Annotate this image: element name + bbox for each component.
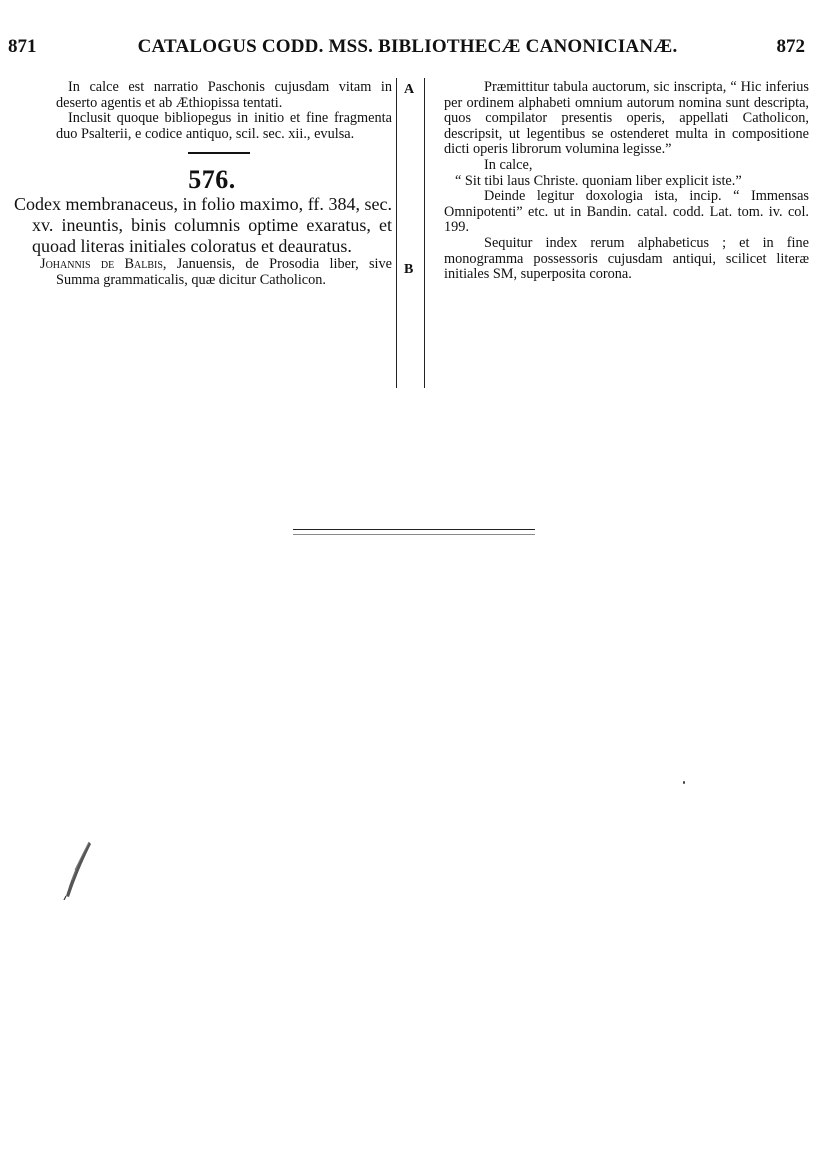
end-rule-thin <box>293 534 535 535</box>
short-divider <box>188 152 250 154</box>
running-title: CATALOGUS CODD. MSS. BIBLIOTHECÆ CANONICIANÆ. <box>137 36 678 57</box>
work-title: Januensis, de Prosodia liber, sive Summa grammaticalis, quæ dicitur Catholicon. <box>56 256 393 288</box>
page-header <box>0 36 815 66</box>
margin-marker-b: B <box>404 262 414 277</box>
author-entry <box>14 257 392 288</box>
paragraph-bibliopegus: Inclusit quoque bibliopegus in initio et fine fragmenta duo Psalterii, e codice antiquo, scil. sec. xii., evulsa. <box>56 110 392 142</box>
author-name: Johannis de Balbis, <box>40 256 167 273</box>
ink-speck <box>683 781 685 784</box>
paragraph-tabula: Præmittitur tabula auctorum, sic inscripta, “ Hic inferius per ordinem alphabeti omnium autorum nomina sunt descripta, quos compilator presentis operis, appellati Catholicon, descripsit, ut legentibus se ostenderet multa in compositione dicti operis librorum volumina legisse.” <box>444 79 809 158</box>
entry-number: 576. <box>188 165 236 195</box>
paragraph-doxologia: Deinde legitur doxologia ista, incip. “ Immensas Omnipotenti” etc. ut in Bandin. catal. codd. Lat. tom. iv. col. 199. <box>444 188 809 236</box>
end-rule <box>293 529 535 530</box>
column-rule-left <box>396 78 397 388</box>
page-number-right: 872 <box>776 36 805 57</box>
paragraph-calce: In calce est narratio Paschonis cujusdam vitam in deserto agentis et ab Æthiopissa tentati. <box>56 79 392 111</box>
quill-mark-icon <box>60 840 100 900</box>
margin-marker-a: A <box>404 82 415 97</box>
left-column <box>14 80 392 289</box>
codex-description: Codex membranaceus, in folio maximo, ff. 384, sec. xv. ineuntis, binis columnis optime exaratus, et quoad literas initiales coloratus et deauratus. <box>14 194 392 257</box>
page-number-left: 871 <box>8 36 37 57</box>
right-column <box>444 80 809 283</box>
paragraph-in-calce: In calce, <box>484 156 533 173</box>
closing-quote: “ Sit tibi laus Christe. quoniam liber explicit iste.” <box>455 172 742 189</box>
paragraph-index: Sequitur index rerum alphabeticus ; et in fine monogramma possessoris cujusdam antiqui, scilicet literæ initiales SM, superposita corona. <box>444 234 809 283</box>
left-preface <box>14 80 392 142</box>
column-rule-right <box>424 78 425 388</box>
